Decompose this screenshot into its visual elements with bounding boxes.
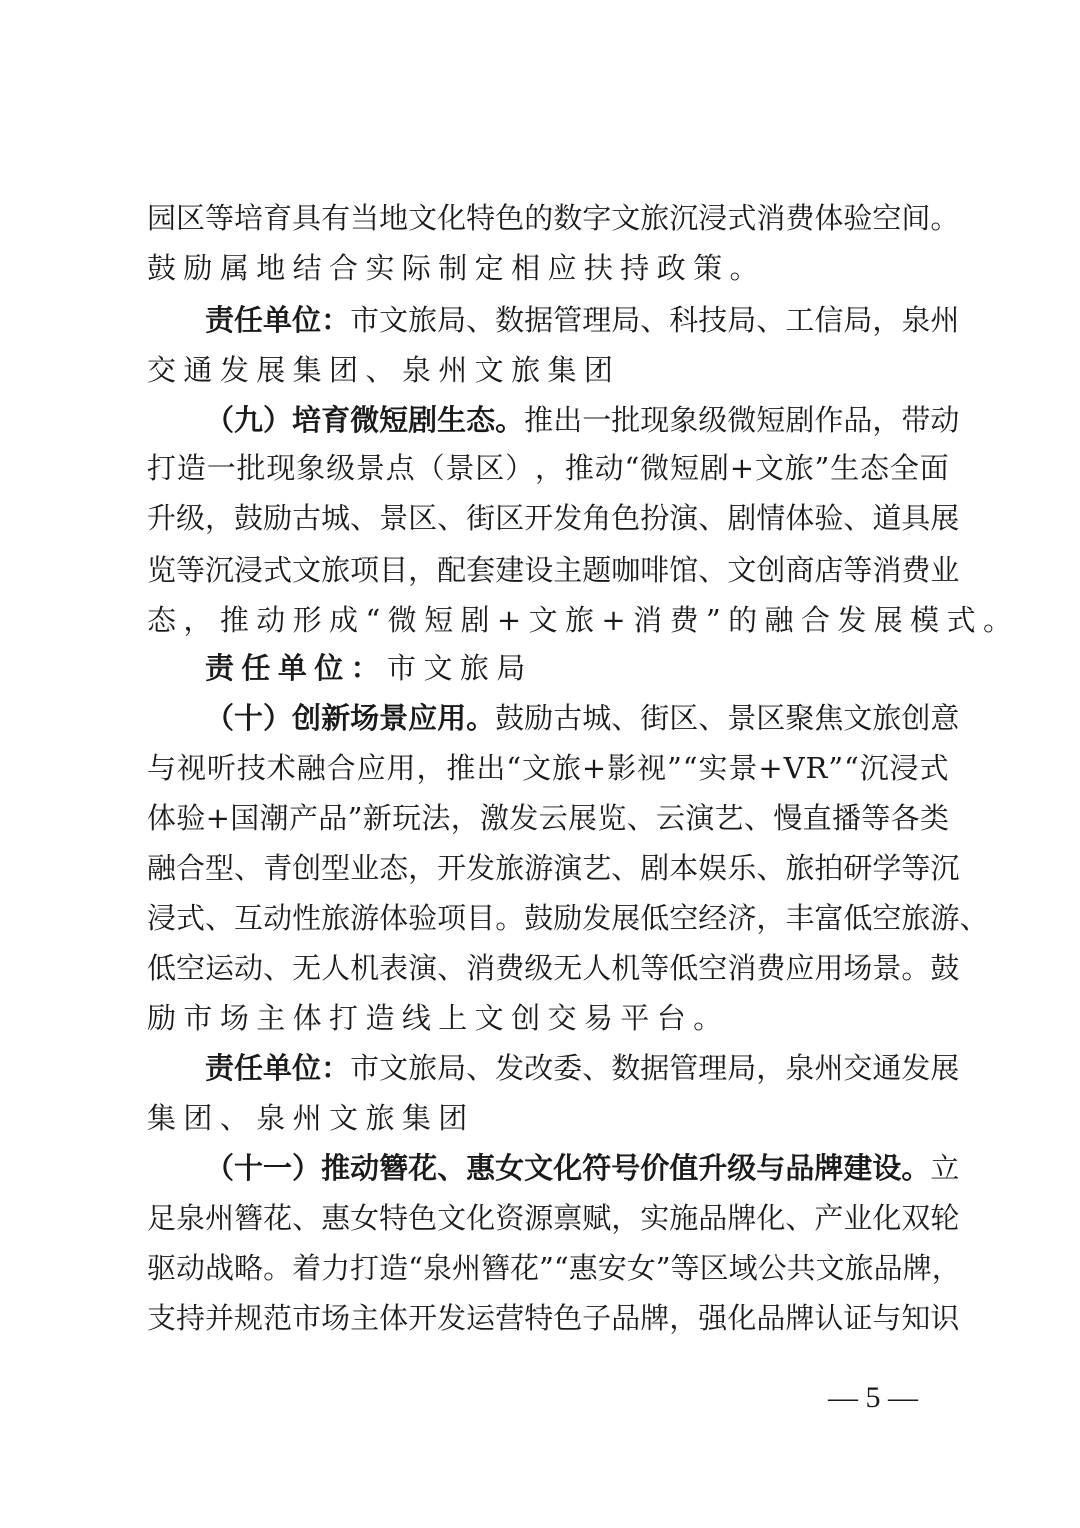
body-text-line: 低 空 运 动 、 无 人 机 表 演 、 消 费 级 无 人 机 等 低 空 消 费 应 用 场 景 。 鼓 <box>147 951 960 985</box>
body-text-line: 鼓 励 属 地 结 合 实 际 制 定 相 应 扶 持 政 策 。 <box>147 251 759 285</box>
body-text-line: 足 泉 州 簪 花 、 惠 女 特 色 文 化 资 源 禀 赋 ， 实 施 品 牌 化 、 产 业 化 双 轮 <box>147 1201 960 1235</box>
body-text-line: 支 持 并 规 范 市 场 主 体 开 发 运 营 特 色 子 品 牌 ， 强 化 品 牌 认 证 与 知 识 <box>147 1301 960 1335</box>
page-number: — 5 — <box>828 1381 918 1414</box>
body-text-line: 览 等 沉 浸 式 文 旅 项 目 ， 配 套 建 设 主 题 咖 啡 馆 、 文 创 商 店 等 消 费 业 <box>147 553 960 587</box>
section-heading-line: （ 九 ） 培 育 微 短 剧 生 态 。 推 出 一 批 现 象 级 微 短 剧 作 品 ， 带 动 <box>205 403 960 437</box>
body-text-line: 励 市 场 主 体 打 造 线 上 文 创 交 易 平 台 。 <box>147 1001 723 1035</box>
body-text-line: 交 通 发 展 集 团 、 泉 州 文 旅 集 团 <box>147 353 613 387</box>
section-heading-line: （ 十 一 ） 推 动 簪 花 、 惠 女 文 化 符 号 价 值 升 级 与 品 牌 建 设 。 立 <box>205 1151 960 1185</box>
responsibility-line: 责 任 单 位 ： 市 文 旅 局 、 数 据 管 理 局 、 科 技 局 、 工 信 局 ， 泉 州 <box>205 303 960 337</box>
body-text-line: 融 合 型 、 青 创 型 业 态 ， 开 发 旅 游 演 艺 、 剧 本 娱 乐 、 旅 拍 研 学 等 沉 <box>147 851 960 885</box>
body-text-line: 体 验 + 国 潮 产 品 ” 新 玩 法 ， 激 发 云 展 览 、 云 演 艺 、 慢 直 播 等 各 类 <box>147 801 949 835</box>
body-text-line: 态 ， 推 动 形 成 “ 微 短 剧 + 文 旅 + 消 费 ” 的 融 合 发 展 模 式 。 <box>147 603 1012 637</box>
body-text-line: 集 团 、 泉 州 文 旅 集 团 <box>147 1101 468 1135</box>
body-text-line: 升 级 ， 鼓 励 古 城 、 景 区 、 街 区 开 发 角 色 扮 演 、 剧 情 体 验 、 道 具 展 <box>147 501 960 535</box>
body-text-line: 园 区 等 培 育 具 有 当 地 文 化 特 色 的 数 字 文 旅 沉 浸 式 消 费 体 验 空 间 。 <box>147 201 960 235</box>
body-text-line: 打 造 一 批 现 象 级 景 点 （ 景 区 ） ， 推 动 “ 微 短 剧 + 文 旅 ” 生 态 全 面 <box>147 451 949 485</box>
section-heading-line: （ 十 ） 创 新 场 景 应 用 。 鼓 励 古 城 、 街 区 、 景 区 聚 焦 文 旅 创 意 <box>205 701 960 735</box>
body-text-line: 与 视 听 技 术 融 合 应 用 ， 推 出 “ 文 旅 + 影 视 ” “ 实 景 + V R ” “ 沉 浸 式 <box>147 751 949 785</box>
responsibility-line: 责 任 单 位 ： 市 文 旅 局 、 发 改 委 、 数 据 管 理 局 ， 泉 州 交 通 发 展 <box>205 1051 960 1085</box>
responsibility-line: 责 任 单 位 ： 市 文 旅 局 <box>205 651 526 685</box>
body-text-line: 驱 动 战 略 。 着 力 打 造 “ 泉 州 簪 花 ” “ 惠 安 女 ” 等 区 域 公 共 文 旅 品 牌 ， <box>147 1251 961 1285</box>
body-text-line: 浸 式 、 互 动 性 旅 游 体 验 项 目 。 鼓 励 发 展 低 空 经 济 ， 丰 富 低 空 旅 游 、 <box>147 901 989 935</box>
